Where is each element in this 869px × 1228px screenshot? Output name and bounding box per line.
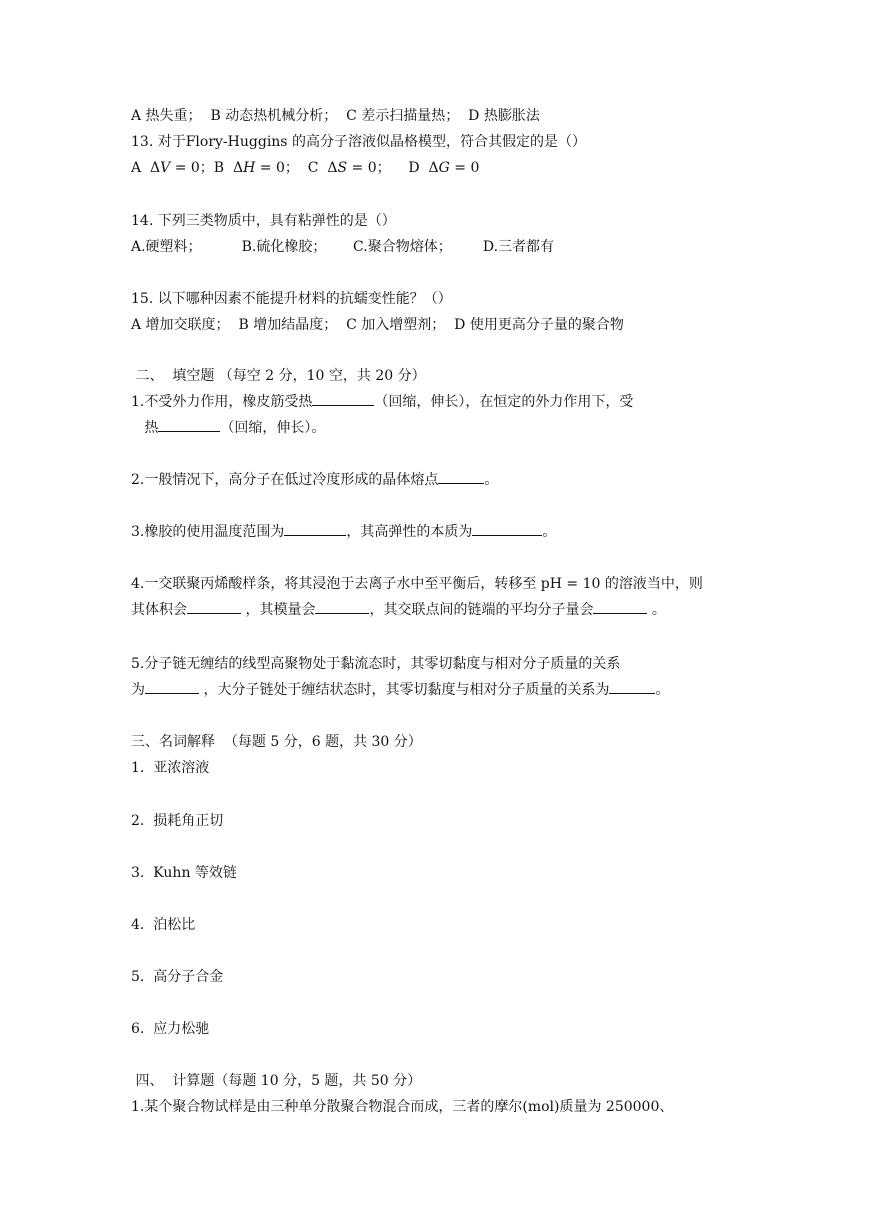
var-v: V — [160, 160, 171, 176]
fill-1-text-d: （回缩，伸长）。 — [220, 420, 326, 436]
q13-option-c-suffix: = 0； D Δ — [347, 160, 439, 176]
q14-options: A.硬塑料； B.硫化橡胶； C.聚合物熔体； D.三者都有 — [131, 239, 555, 255]
fill-1-line1 — [131, 392, 633, 412]
section2-title: 二、 填空题 （每空 2 分，10 空，共 20 分） — [131, 368, 426, 384]
var-s: S — [337, 160, 348, 176]
term-3: 3. Kuhn 等效链 — [131, 865, 237, 881]
section4-title: 四、 计算题（每题 10 分，5 题，共 50 分） — [131, 1073, 422, 1089]
answer-blank[interactable] — [609, 680, 655, 694]
fill-4-text-c: ，其交联点间的链端的平均分子量会 — [369, 602, 594, 618]
fill-4-line2 — [131, 600, 666, 620]
var-g: G — [438, 160, 450, 176]
fill-1-text-a: 1.不受外力作用，橡皮筋受热 — [131, 394, 313, 410]
calc-1: 1.某个聚合物试样是由三种单分散聚合物混合而成，三者的摩尔(mol)质量为 250000、 — [131, 1099, 674, 1115]
fill-3-text-a: 3.橡胶的使用温度范围为 — [131, 524, 285, 540]
term-2: 2. 损耗角正切 — [131, 813, 224, 829]
q12-options: A 热失重； B 动态热机械分析； C 差示扫描量热； D 热膨胀法 — [131, 108, 540, 124]
answer-blank[interactable] — [284, 522, 346, 536]
q15-question: 15. 以下哪种因素不能提升材料的抗蠕变性能？（） — [131, 291, 452, 307]
fill-4-line1: 4.一交联聚丙烯酸样条，将其浸泡于去离子水中至平衡后，转移至 pH = 10 的溶液当中，则 — [131, 576, 703, 592]
fill-1-text-c: 热 — [131, 420, 159, 436]
answer-blank[interactable] — [438, 470, 484, 484]
fill-1-text-b: （回缩，伸长），在恒定的外力作用下，受 — [374, 394, 634, 410]
answer-blank[interactable] — [472, 522, 542, 536]
fill-3-text-b: ，其高弹性的本质为 — [346, 524, 473, 540]
q13-options — [131, 158, 479, 178]
fill-5-text-b: ，大分子链处于缠结状态时，其零切黏度与相对分子质量的关系为 — [199, 682, 610, 698]
q13-option-a-prefix: A Δ — [131, 160, 161, 176]
fill-4-text-b: ，其模量会 — [241, 602, 316, 618]
fill-2 — [131, 470, 498, 490]
fill-4-text-a: 其体积会 — [131, 602, 187, 618]
fill-4-text-d: 。 — [647, 602, 666, 618]
q15-options: A 增加交联度； B 增加结晶度； C 加入增塑剂； D 使用更高分子量的聚合物 — [131, 317, 624, 333]
answer-blank[interactable] — [593, 600, 647, 614]
q14-question: 14. 下列三类物质中，具有粘弹性的是（） — [131, 213, 396, 229]
section3-title: 三、名词解释 （每题 5 分，6 题，共 30 分） — [131, 734, 422, 750]
answer-blank[interactable] — [312, 392, 374, 406]
term-6: 6. 应力松驰 — [131, 1021, 210, 1037]
fill-5-text-a: 为 — [131, 682, 145, 698]
term-1: 1. 亚浓溶液 — [131, 760, 210, 776]
term-5: 5. 高分子合金 — [131, 969, 224, 985]
q13-option-a-suffix: = 0；B Δ — [170, 160, 244, 176]
answer-blank[interactable] — [187, 600, 241, 614]
q13-option-d-suffix: = 0 — [449, 160, 480, 176]
fill-2-text-a: 2.一般情况下，高分子在低过冷度形成的晶体熔点 — [131, 472, 439, 488]
fill-3-text-c: 。 — [542, 524, 557, 540]
q13-question: 13. 对于Flory-Huggins 的高分子溶液似晶格模型，符合其假定的是（） — [131, 134, 586, 150]
answer-blank[interactable] — [145, 680, 199, 694]
fill-5-line2 — [131, 680, 669, 700]
answer-blank[interactable] — [315, 600, 369, 614]
answer-blank[interactable] — [158, 418, 220, 432]
term-4: 4. 泊松比 — [131, 917, 196, 933]
fill-3 — [131, 522, 556, 542]
fill-1-line2 — [131, 418, 325, 438]
fill-2-text-b: 。 — [484, 472, 499, 488]
fill-5-text-c: 。 — [655, 682, 670, 698]
var-h: H — [243, 160, 256, 176]
q13-option-b-suffix: = 0； C Δ — [255, 160, 338, 176]
fill-5-line1: 5.分子链无缠结的线型高聚物处于黏流态时，其零切黏度与相对分子质量的关系 — [131, 656, 621, 672]
